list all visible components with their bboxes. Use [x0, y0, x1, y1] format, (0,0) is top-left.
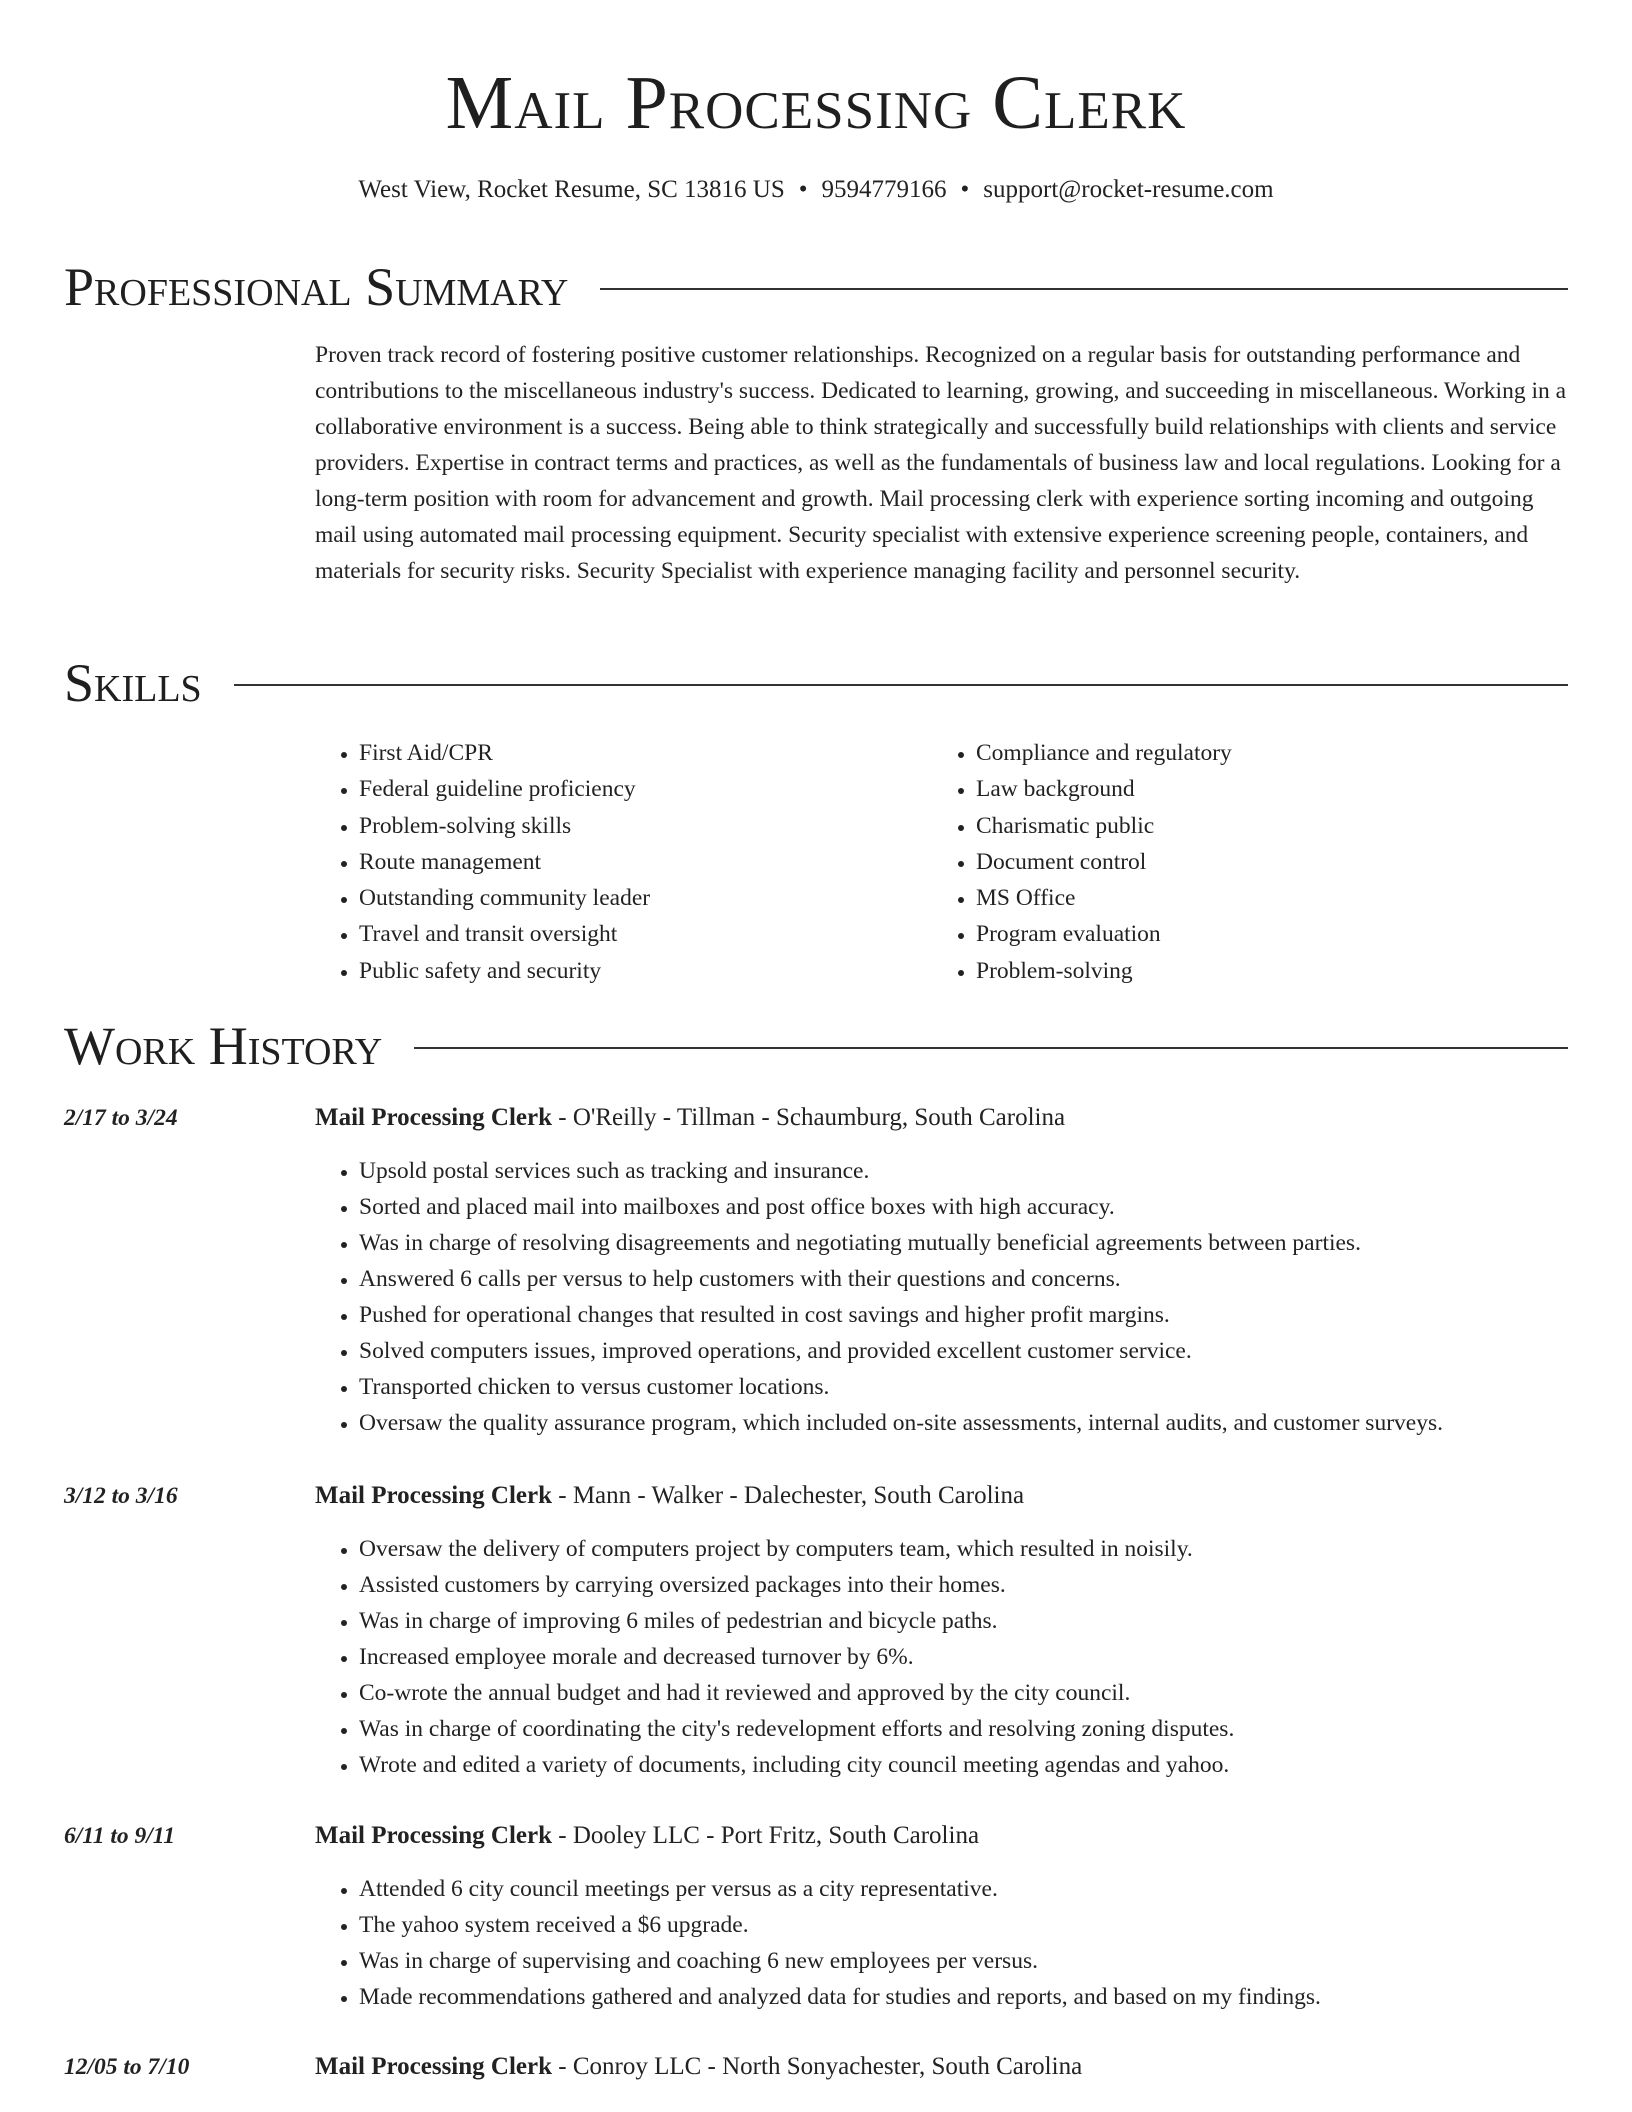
- skills-heading: Skills: [64, 653, 202, 713]
- skill-item: • Federal guideline proficiency: [359, 771, 932, 807]
- job-bullet: • Oversaw the quality assurance program, which included on-site assessments, internal audits, and customer surveys.: [359, 1405, 1568, 1441]
- skills-column-left: [315, 735, 932, 989]
- job-header: [315, 1818, 1568, 1854]
- contact-line: [0, 172, 1632, 208]
- contact-phone: 9594779166: [821, 176, 947, 203]
- job-dates: 3/12 to 3/16: [64, 1483, 178, 1509]
- skill-item: • MS Office: [976, 880, 1549, 916]
- job-title: Mail Processing Clerk: [315, 1822, 552, 1849]
- job-title: Mail Processing Clerk: [315, 1482, 552, 1509]
- job-bullet: • Oversaw the delivery of computers project by computers team, which resulted in noisily.: [359, 1531, 1568, 1567]
- contact-separator: •: [960, 176, 970, 203]
- skill-item: • Outstanding community leader: [359, 880, 932, 916]
- skill-item: • Program evaluation: [976, 916, 1549, 952]
- job-bullet: • Wrote and edited a variety of documents, including city council meeting agendas and yahoo.: [359, 1747, 1568, 1783]
- job-bullet: • Was in charge of resolving disagreements and negotiating mutually beneficial agreements between parties.: [359, 1225, 1568, 1261]
- section-divider: [414, 1047, 1568, 1049]
- job-bullet: • Was in charge of coordinating the city's redevelopment efforts and resolving zoning disputes.: [359, 1711, 1568, 1747]
- job-bullet: • Sorted and placed mail into mailboxes and post office boxes with high accuracy.: [359, 1189, 1568, 1225]
- job-title: Mail Processing Clerk: [315, 2053, 552, 2080]
- job-bullets: [315, 1531, 1568, 1783]
- contact-address: West View, Rocket Resume, SC 13816 US: [358, 176, 785, 203]
- job-company: - Conroy LLC - North Sonyachester, South Carolina: [552, 2053, 1083, 2080]
- skill-item: • Route management: [359, 844, 932, 880]
- job-bullet: • Co-wrote the annual budget and had it reviewed and approved by the city council.: [359, 1675, 1568, 1711]
- skill-item: • Public safety and security: [359, 953, 932, 989]
- job-company: - Dooley LLC - Port Fritz, South Carolina: [552, 1822, 980, 1849]
- job-title: Mail Processing Clerk: [315, 1104, 552, 1131]
- job-bullets: [315, 1871, 1568, 2015]
- job-bullet: • Upsold postal services such as tracking and insurance.: [359, 1153, 1568, 1189]
- contact-separator: •: [798, 176, 808, 203]
- job-bullet: • Pushed for operational changes that resulted in cost savings and higher profit margins.: [359, 1297, 1568, 1333]
- job-company: - O'Reilly - Tillman - Schaumburg, South Carolina: [552, 1104, 1066, 1131]
- job-bullets: [315, 1153, 1568, 1441]
- job-bullet: • Attended 6 city council meetings per versus as a city representative.: [359, 1871, 1568, 1907]
- skills-section-header: [64, 648, 1568, 718]
- contact-email: support@rocket-resume.com: [983, 176, 1274, 203]
- skill-item: • Law background: [976, 771, 1549, 807]
- skills-column-right: [932, 735, 1549, 989]
- skill-item: • Charismatic public: [976, 808, 1549, 844]
- job-dates: 12/05 to 7/10: [64, 2054, 190, 2080]
- skills-list: [315, 735, 1568, 989]
- candidate-name: Mail Processing Clerk: [445, 61, 1187, 145]
- job-bullet: • Made recommendations gathered and analyzed data for studies and reports, and based on my findings.: [359, 1979, 1568, 2015]
- skill-item: • Document control: [976, 844, 1549, 880]
- skill-item: • Travel and transit oversight: [359, 916, 932, 952]
- skill-item: • First Aid/CPR: [359, 735, 932, 771]
- section-divider: [234, 684, 1568, 686]
- skill-item: • Compliance and regulatory: [976, 735, 1549, 771]
- job-dates: 2/17 to 3/24: [64, 1105, 178, 1131]
- job-dates: 6/11 to 9/11: [64, 1823, 175, 1849]
- job-bullet: • Transported chicken to versus customer locations.: [359, 1369, 1568, 1405]
- job-bullet: • Was in charge of supervising and coaching 6 new employees per versus.: [359, 1943, 1568, 1979]
- job-bullet: • The yahoo system received a $6 upgrade.: [359, 1907, 1568, 1943]
- summary-section-header: [64, 252, 1568, 322]
- job-bullet: • Answered 6 calls per versus to help customers with their questions and concerns.: [359, 1261, 1568, 1297]
- work-heading: Work History: [64, 1016, 383, 1076]
- work-section-header: [64, 1011, 1568, 1081]
- job-bullet: • Assisted customers by carrying oversized packages into their homes.: [359, 1567, 1568, 1603]
- job-bullet: • Increased employee morale and decreased turnover by 6%.: [359, 1639, 1568, 1675]
- summary-text: Proven track record of fostering positive customer relationships. Recognized on a regular basis for outstanding performance and contributions to the miscellaneous industry's success. Dedicated to learning, growing, and succeeding in miscellaneous. Working in a collaborative environment is a success. Being able to think strategically and successfully build relationships with clients and service providers. Expertise in contract terms and practices, as well as the fundamentals of business law and local regulations. Looking for a long-term position with room for advancement and growth. Mail processing clerk with experience sorting incoming and outgoing mail using automated mail processing equipment. Security specialist with extensive experience screening people, containers, and materials for security risks. Security Specialist with experience managing facility and personnel security.: [315, 342, 1567, 584]
- job-bullet: • Solved computers issues, improved operations, and provided excellent customer service.: [359, 1333, 1568, 1369]
- job-header: [315, 1100, 1568, 1136]
- summary-heading: Professional Summary: [64, 257, 569, 317]
- job-header: [315, 2049, 1568, 2085]
- section-divider: [600, 288, 1568, 290]
- skill-item: • Problem-solving: [976, 953, 1549, 989]
- job-company: - Mann - Walker - Dalechester, South Carolina: [552, 1482, 1025, 1509]
- job-header: [315, 1478, 1568, 1514]
- skill-item: • Problem-solving skills: [359, 808, 932, 844]
- job-bullet: • Was in charge of improving 6 miles of pedestrian and bicycle paths.: [359, 1603, 1568, 1639]
